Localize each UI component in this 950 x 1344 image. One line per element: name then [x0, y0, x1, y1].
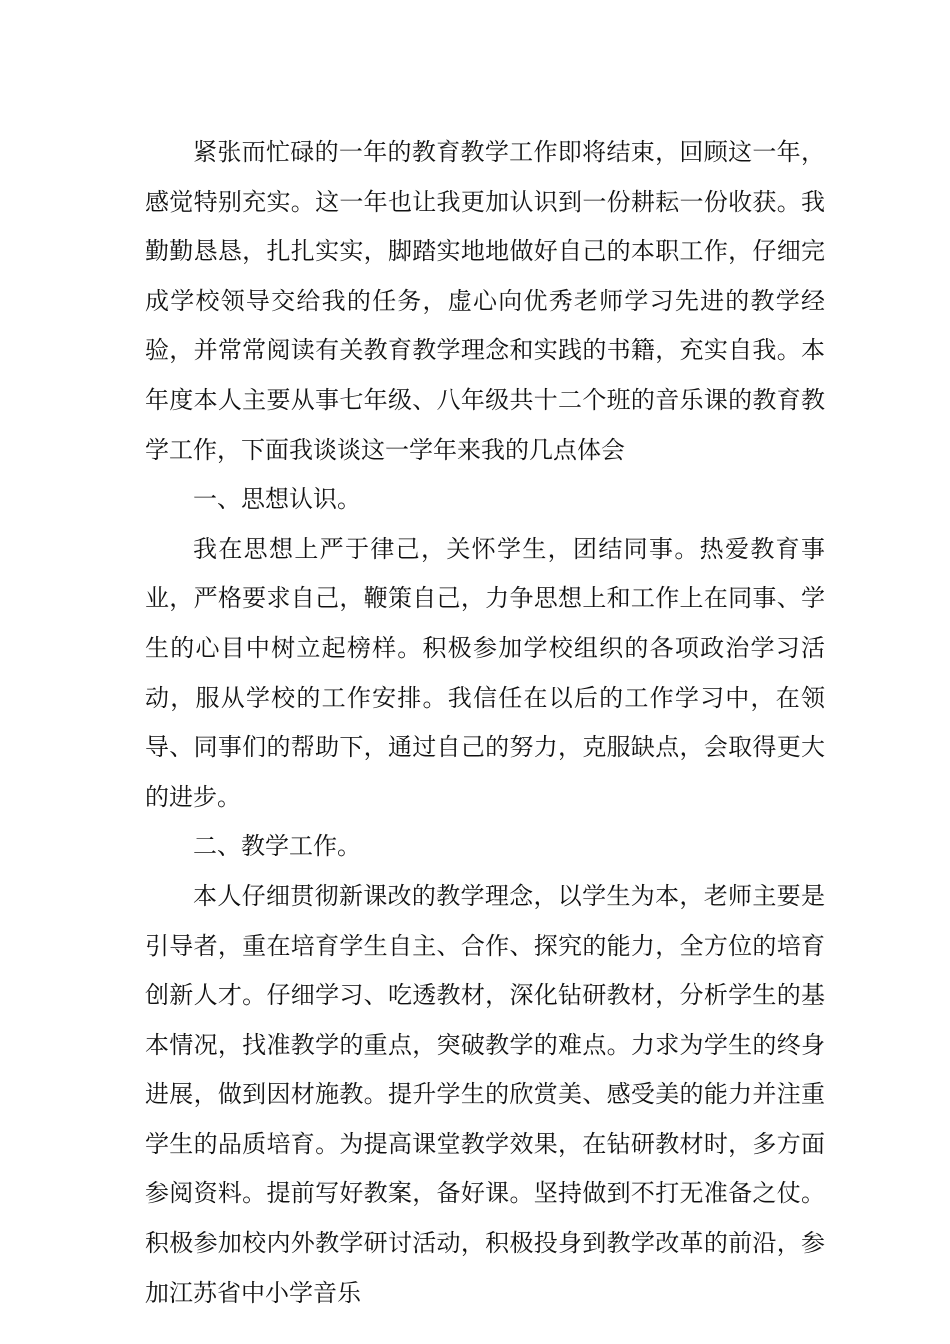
paragraph-teaching: 本人仔细贯彻新课改的教学理念，以学生为本，老师主要是引导者，重在培育学生自主、合作、探究的能力，全方位的培育创新人才。仔细学习、吃透教材，深化钻研教材，分析学生的基本情况，找准教学的重点，突破教学的难点。力求为学生的终身进展，做到因材施教。提升学生的欣赏美、感受美的能力并注重学生的品质培育。为提高课堂教学效果，在钻研教材时，多方面参阅资料。提前写好教案，备好课。坚持做到不打无准备之仗。积极参加校内外教学研讨活动，积极投身到教学改革的前沿，参加江苏省中小学音乐	[145, 881, 825, 1307]
heading-ideology: 一、思想认识。	[193, 485, 361, 514]
paragraph-intro: 紧张而忙碌的一年的教育教学工作即将结束，回顾这一年，感觉特别充实。这一年也让我更加认识到一份耕耘一份收获。我勤勤恳恳，扎扎实实，脚踏实地地做好自己的本职工作，仔细完成学校领导交给我的任务，虚心向优秀老师学习先进的教学经验，并常常阅读有关教育教学理念和实践的书籍，充实自我。本年度本人主要从事七年级、八年级共十二个班的音乐课的教育教学工作，下面我谈谈这一学年来我的几点体会	[145, 138, 825, 464]
heading-teaching: 二、教学工作。	[193, 832, 361, 861]
paragraph-ideology: 我在思想上严于律己，关怀学生，团结同事。热爱教育事业，严格要求自己，鞭策自己，力争思想上和工作上在同事、学生的心目中树立起榜样。积极参加学校组织的各项政治学习活动，服从学校的工作安排。我信任在以后的工作学习中，在领导、同事们的帮助下，通过自己的努力，克服缺点，会取得更大的进步。	[145, 534, 825, 811]
document-body	[145, 128, 825, 1318]
